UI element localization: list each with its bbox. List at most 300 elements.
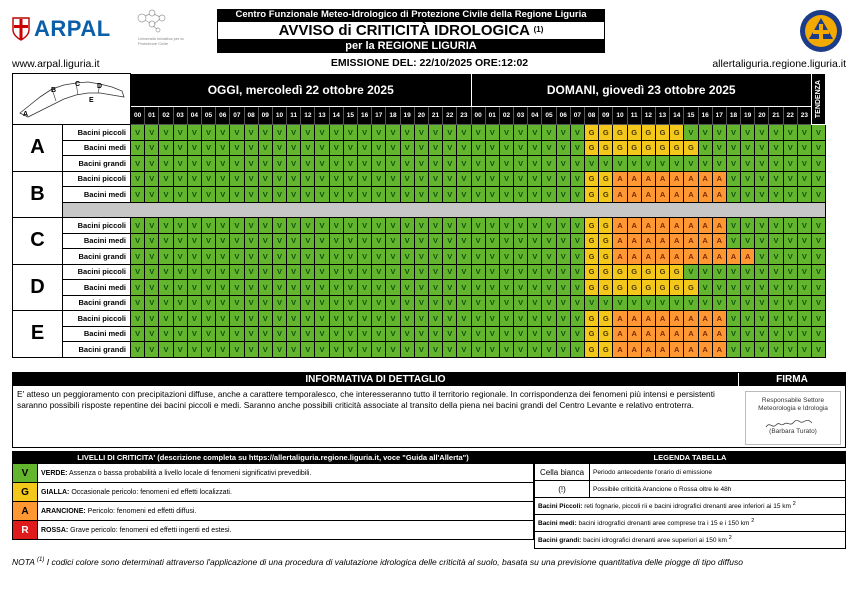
level-cell: V — [457, 156, 471, 172]
level-cell: V — [797, 249, 811, 265]
level-cell: V — [187, 342, 201, 358]
level-cell: V — [343, 171, 357, 187]
level-cell: V — [230, 233, 244, 249]
level-cell: V — [542, 295, 556, 311]
level-cell: V — [287, 342, 301, 358]
level-cell: V — [230, 342, 244, 358]
basin-label: Bacini piccoli — [63, 218, 131, 234]
level-cell: V — [315, 218, 329, 234]
level-cell: V — [741, 342, 755, 358]
level-cell: V — [556, 233, 570, 249]
medium-basin-def: Bacini medi: bacini idrografici drenanti aree comprese tra i 15 e i 150 km $^2$ — [535, 515, 846, 532]
level-cell: V — [343, 125, 357, 141]
level-cell: V — [570, 218, 584, 234]
level-cell: V — [741, 156, 755, 172]
basin-label: Bacini piccoli — [63, 125, 131, 141]
level-cell: V — [173, 171, 187, 187]
level-cell: V — [428, 311, 442, 327]
level-cell: V — [301, 326, 315, 342]
level-cell: V — [570, 249, 584, 265]
level-cell: V — [372, 140, 386, 156]
level-cell: A — [627, 326, 641, 342]
level-cell: G — [613, 140, 627, 156]
zone-row-a — [13, 125, 826, 141]
zone-label-c: C — [13, 218, 63, 265]
level-cell: V — [131, 125, 145, 141]
level-cell: V — [414, 280, 428, 296]
level-cell: V — [783, 295, 797, 311]
level-cell: V — [244, 249, 258, 265]
level-cell: V — [187, 295, 201, 311]
level-cell: V — [499, 264, 513, 280]
level-cell: V — [386, 140, 400, 156]
level-cell: V — [726, 125, 740, 141]
level-cell: V — [457, 218, 471, 234]
level-cell: V — [272, 140, 286, 156]
level-cell: V — [797, 311, 811, 327]
level-cell: V — [358, 326, 372, 342]
basin-label: Bacini grandi — [63, 342, 131, 358]
level-cell: V — [471, 140, 485, 156]
level-cell: V — [528, 125, 542, 141]
hour-cell: 18 — [386, 107, 400, 125]
level-cell: V — [712, 156, 726, 172]
level-cell: V — [400, 295, 414, 311]
level-cell: V — [457, 326, 471, 342]
arpal-url[interactable]: www.arpal.liguria.it — [12, 58, 100, 70]
level-cell: V — [585, 295, 599, 311]
level-cell: V — [159, 311, 173, 327]
level-cell: V — [329, 264, 343, 280]
level-cell: A — [641, 326, 655, 342]
level-cell: V — [216, 342, 230, 358]
level-cell: V — [443, 171, 457, 187]
level-cell: V — [358, 140, 372, 156]
arpal-logo[interactable] — [12, 14, 111, 44]
level-cell: V — [712, 264, 726, 280]
level-cell: V — [372, 264, 386, 280]
level-cell: V — [556, 125, 570, 141]
level-cell: V — [201, 156, 215, 172]
level-cell: V — [485, 264, 499, 280]
day-today: OGGI, mercoledì 22 ottobre 2025 — [131, 74, 472, 107]
map-label: C — [75, 81, 81, 88]
level-cell: V — [755, 264, 769, 280]
level-cell: V — [187, 140, 201, 156]
level-cell: V — [570, 125, 584, 141]
hour-cell: 21 — [769, 107, 783, 125]
level-cell: V — [428, 233, 442, 249]
level-cell: V — [443, 280, 457, 296]
level-cell: V — [159, 249, 173, 265]
level-cell: V — [499, 171, 513, 187]
level-cell: V — [258, 156, 272, 172]
header — [0, 0, 859, 72]
map-label: D — [97, 83, 103, 90]
hour-cell: 03 — [173, 107, 187, 125]
level-cell: V — [329, 187, 343, 203]
level-cell: V — [485, 187, 499, 203]
level-cell: V — [244, 280, 258, 296]
signature-box — [745, 391, 841, 445]
level-cell: V — [556, 295, 570, 311]
level-cell: V — [358, 280, 372, 296]
hour-cell: 12 — [301, 107, 315, 125]
level-cell: V — [145, 171, 159, 187]
level-cell: V — [570, 311, 584, 327]
level-cell: G — [585, 187, 599, 203]
level-cell: V — [755, 187, 769, 203]
level-cell: V — [386, 342, 400, 358]
level-cell: A — [698, 311, 712, 327]
level-cell: V — [499, 187, 513, 203]
level-cell: V — [428, 171, 442, 187]
hour-cell: 10 — [613, 107, 627, 125]
level-cell: V — [783, 140, 797, 156]
level-cell: V — [159, 280, 173, 296]
level-cell: V — [769, 218, 783, 234]
level-cell: V — [272, 156, 286, 172]
level-cell: V — [769, 171, 783, 187]
basin-label: Bacini medi — [63, 280, 131, 296]
level-cell: V — [287, 295, 301, 311]
tendency-cell: V — [812, 156, 826, 172]
level-cell: V — [570, 140, 584, 156]
level-cell: V — [428, 295, 442, 311]
level-cell: V — [216, 140, 230, 156]
level-cell: V — [272, 171, 286, 187]
legend-title: LEGENDA TABELLA — [535, 452, 846, 464]
level-cell: V — [726, 295, 740, 311]
level-cell: V — [755, 326, 769, 342]
tendency-cell: V — [812, 187, 826, 203]
level-cell: V — [230, 249, 244, 265]
level-cell: V — [457, 249, 471, 265]
level-cell: V — [315, 280, 329, 296]
level-cell: V — [797, 171, 811, 187]
level-cell: V — [514, 311, 528, 327]
level-cell: V — [258, 218, 272, 234]
level-cell: V — [443, 249, 457, 265]
sign-role: Responsabile Settore Meteorologia e Idrologia — [758, 397, 828, 412]
level-cell: V — [684, 264, 698, 280]
level-cell: V — [741, 311, 755, 327]
level-cell: V — [372, 326, 386, 342]
level-cell: G — [670, 264, 684, 280]
zone-label-d: D — [13, 264, 63, 311]
level-cell: V — [216, 280, 230, 296]
level-cell: V — [131, 140, 145, 156]
hour-cell: 00 — [131, 107, 145, 125]
level-cell: V — [230, 280, 244, 296]
level-cell: V — [726, 326, 740, 342]
level-cell: V — [159, 218, 173, 234]
zone-row-d — [13, 264, 826, 280]
level-cell: V — [216, 249, 230, 265]
level-cell: V — [514, 264, 528, 280]
level-cell: V — [514, 233, 528, 249]
level-cell: V — [797, 218, 811, 234]
zone-row-d — [13, 280, 826, 296]
level-cell: G — [585, 264, 599, 280]
level-cell: V — [329, 171, 343, 187]
level-cell: V — [712, 295, 726, 311]
zone-row-e — [13, 342, 826, 358]
level-cell: V — [542, 342, 556, 358]
level-cell: V — [315, 311, 329, 327]
level-cell: V — [471, 311, 485, 327]
level-row — [13, 464, 534, 483]
level-cell: A — [613, 342, 627, 358]
level-cell: G — [655, 280, 669, 296]
tendency-cell: V — [812, 280, 826, 296]
level-cell: A — [712, 342, 726, 358]
liguria-shield-icon — [12, 17, 30, 41]
level-cell: V — [301, 264, 315, 280]
level-cell: V — [131, 171, 145, 187]
level-cell: G — [670, 140, 684, 156]
level-cell: A — [655, 187, 669, 203]
level-cell: V — [145, 295, 159, 311]
zone-row-a — [13, 140, 826, 156]
level-cell: V — [145, 218, 159, 234]
level-cell: V — [145, 326, 159, 342]
level-cell: A — [613, 249, 627, 265]
hour-cell: 23 — [457, 107, 471, 125]
level-cell: V — [145, 280, 159, 296]
level-cell: V — [428, 156, 442, 172]
level-cell: V — [457, 140, 471, 156]
level-cell: V — [613, 295, 627, 311]
level-cell: V — [528, 233, 542, 249]
tendency-cell: V — [812, 342, 826, 358]
level-cell: G — [627, 280, 641, 296]
level-cell: V — [216, 295, 230, 311]
level-cell: V — [712, 140, 726, 156]
level-cell: V — [485, 326, 499, 342]
level-cell: A — [655, 218, 669, 234]
level-cell: A — [698, 187, 712, 203]
level-cell: V — [187, 280, 201, 296]
level-cell: V — [797, 125, 811, 141]
hour-cell: 07 — [570, 107, 584, 125]
level-cell: A — [670, 233, 684, 249]
level-cell: A — [613, 171, 627, 187]
level-cell: V — [514, 140, 528, 156]
level-cell: G — [684, 280, 698, 296]
level-cell: V — [301, 233, 315, 249]
level-cell: V — [329, 249, 343, 265]
level-cell: V — [201, 264, 215, 280]
level-cell: V — [258, 326, 272, 342]
level-cell: G — [613, 280, 627, 296]
level-cell: V — [372, 342, 386, 358]
level-cell: V — [670, 156, 684, 172]
level-cell: V — [358, 311, 372, 327]
level-cell: V — [698, 156, 712, 172]
level-cell: V — [428, 280, 442, 296]
footnote: NOTA $^{(1)}$ I codici colore sono determinati attraverso l'applicazione di una procedura di valutazione idrologica delle criticità al suolo, basata su una previsione quantitativa delle piogge di tipo diffuso — [12, 557, 743, 567]
level-cell: V — [343, 156, 357, 172]
hour-cell: 08 — [585, 107, 599, 125]
level-cell: V — [287, 156, 301, 172]
level-cell: V — [443, 218, 457, 234]
level-cell: V — [755, 249, 769, 265]
level-cell: V — [556, 249, 570, 265]
level-cell: V — [372, 311, 386, 327]
level-cell: V — [329, 326, 343, 342]
level-cell: V — [386, 295, 400, 311]
level-cell: V — [131, 326, 145, 342]
level-cell: V — [471, 249, 485, 265]
level-cell: V — [173, 140, 187, 156]
level-cell: V — [329, 311, 343, 327]
level-cell: V — [414, 171, 428, 187]
level-cell: V — [301, 140, 315, 156]
level-cell: V — [315, 187, 329, 203]
level-cell: V — [755, 295, 769, 311]
level-cell: V — [443, 125, 457, 141]
level-cell: V — [230, 326, 244, 342]
level-cell: V — [343, 233, 357, 249]
level-cell: G — [599, 311, 613, 327]
level-cell: G — [613, 264, 627, 280]
level-cell: V — [315, 326, 329, 342]
hour-cell: 15 — [684, 107, 698, 125]
level-cell: V — [386, 156, 400, 172]
level-cell: V — [542, 125, 556, 141]
level-cell: V — [499, 156, 513, 172]
level-cell: V — [769, 156, 783, 172]
level-cell: V — [471, 218, 485, 234]
level-cell: V — [499, 295, 513, 311]
level-cell: V — [428, 249, 442, 265]
level-desc: GIALLA: Occasionale pericolo: fenomeni ed effetti localizzati. — [38, 483, 534, 502]
hour-cell: 01 — [145, 107, 159, 125]
level-cell: V — [783, 249, 797, 265]
tendency-cell: V — [812, 218, 826, 234]
level-cell: V — [173, 342, 187, 358]
hour-cell: 21 — [428, 107, 442, 125]
level-cell: A — [684, 342, 698, 358]
level-cell: V — [145, 140, 159, 156]
level-cell: V — [514, 280, 528, 296]
level-cell: V — [443, 326, 457, 342]
level-cell: V — [457, 280, 471, 296]
level-cell: V — [783, 233, 797, 249]
level-cell: V — [315, 233, 329, 249]
header-title-line1: Centro Funzionale Meteo-Idrologico di Protezione Civile della Regione Liguria — [217, 9, 605, 21]
tendency-column — [812, 74, 826, 125]
level-cell: V — [471, 233, 485, 249]
level-cell: V — [457, 295, 471, 311]
level-cell: V — [698, 280, 712, 296]
level-cell: V — [287, 187, 301, 203]
level-desc: VERDE: Assenza o bassa probabilità a livello locale di fenomeni significativi prevedibili. — [38, 464, 534, 483]
level-cell: G — [627, 140, 641, 156]
level-cell: V — [400, 311, 414, 327]
level-cell: A — [684, 249, 698, 265]
level-cell: G — [585, 125, 599, 141]
hour-cell: 05 — [542, 107, 556, 125]
level-cell: V — [514, 326, 528, 342]
level-cell: A — [641, 342, 655, 358]
level-cell: V — [741, 171, 755, 187]
level-cell: V — [230, 218, 244, 234]
zone-map — [13, 74, 131, 125]
level-cell: V — [755, 280, 769, 296]
level-cell: G — [599, 326, 613, 342]
hour-cell: 22 — [783, 107, 797, 125]
level-cell: V — [301, 280, 315, 296]
hour-cell: 12 — [641, 107, 655, 125]
level-cell: V — [542, 249, 556, 265]
level-cell: V — [556, 311, 570, 327]
allerta-url[interactable]: allertaliguria.regione.liguria.it — [712, 58, 846, 70]
level-cell: V — [400, 280, 414, 296]
hour-cell: 05 — [201, 107, 215, 125]
level-cell: V — [741, 140, 755, 156]
level-cell: V — [358, 125, 372, 141]
map-label: E — [89, 97, 94, 104]
level-cell: V — [698, 140, 712, 156]
level-cell: V — [287, 140, 301, 156]
level-cell: V — [783, 218, 797, 234]
level-cell: G — [599, 218, 613, 234]
level-cell: V — [726, 280, 740, 296]
level-row — [13, 483, 534, 502]
level-cell: V — [755, 156, 769, 172]
level-cell: V — [797, 264, 811, 280]
level-cell: V — [613, 156, 627, 172]
basin-label: Bacini grandi — [63, 156, 131, 172]
level-cell: V — [428, 125, 442, 141]
basin-label: Bacini grandi — [63, 295, 131, 311]
header-title-line3: per la REGIONE LIGURIA — [217, 40, 605, 53]
level-cell: V — [216, 218, 230, 234]
level-cell: V — [542, 280, 556, 296]
level-cell: G — [599, 342, 613, 358]
legend-table — [534, 451, 846, 549]
level-cell: G — [599, 280, 613, 296]
level-cell: V — [173, 125, 187, 141]
level-cell: V — [698, 264, 712, 280]
hour-cell: 04 — [528, 107, 542, 125]
level-cell: V — [783, 280, 797, 296]
level-cell: V — [216, 125, 230, 141]
level-cell: V — [414, 311, 428, 327]
basin-label: Bacini medi — [63, 140, 131, 156]
level-cell: V — [712, 280, 726, 296]
level-cell: G — [599, 249, 613, 265]
level-cell: V — [769, 140, 783, 156]
level-cell: A — [670, 342, 684, 358]
level-cell: V — [400, 171, 414, 187]
level-cell: V — [131, 280, 145, 296]
level-cell: V — [485, 311, 499, 327]
level-cell: A — [655, 311, 669, 327]
zone-row-a — [13, 156, 826, 172]
level-cell: V — [769, 342, 783, 358]
level-cell: V — [428, 342, 442, 358]
level-cell: V — [443, 140, 457, 156]
level-cell: V — [414, 249, 428, 265]
level-cell: V — [514, 156, 528, 172]
level-cell: V — [769, 326, 783, 342]
level-cell: V — [755, 233, 769, 249]
level-cell: V — [201, 233, 215, 249]
level-code: A — [13, 502, 38, 521]
